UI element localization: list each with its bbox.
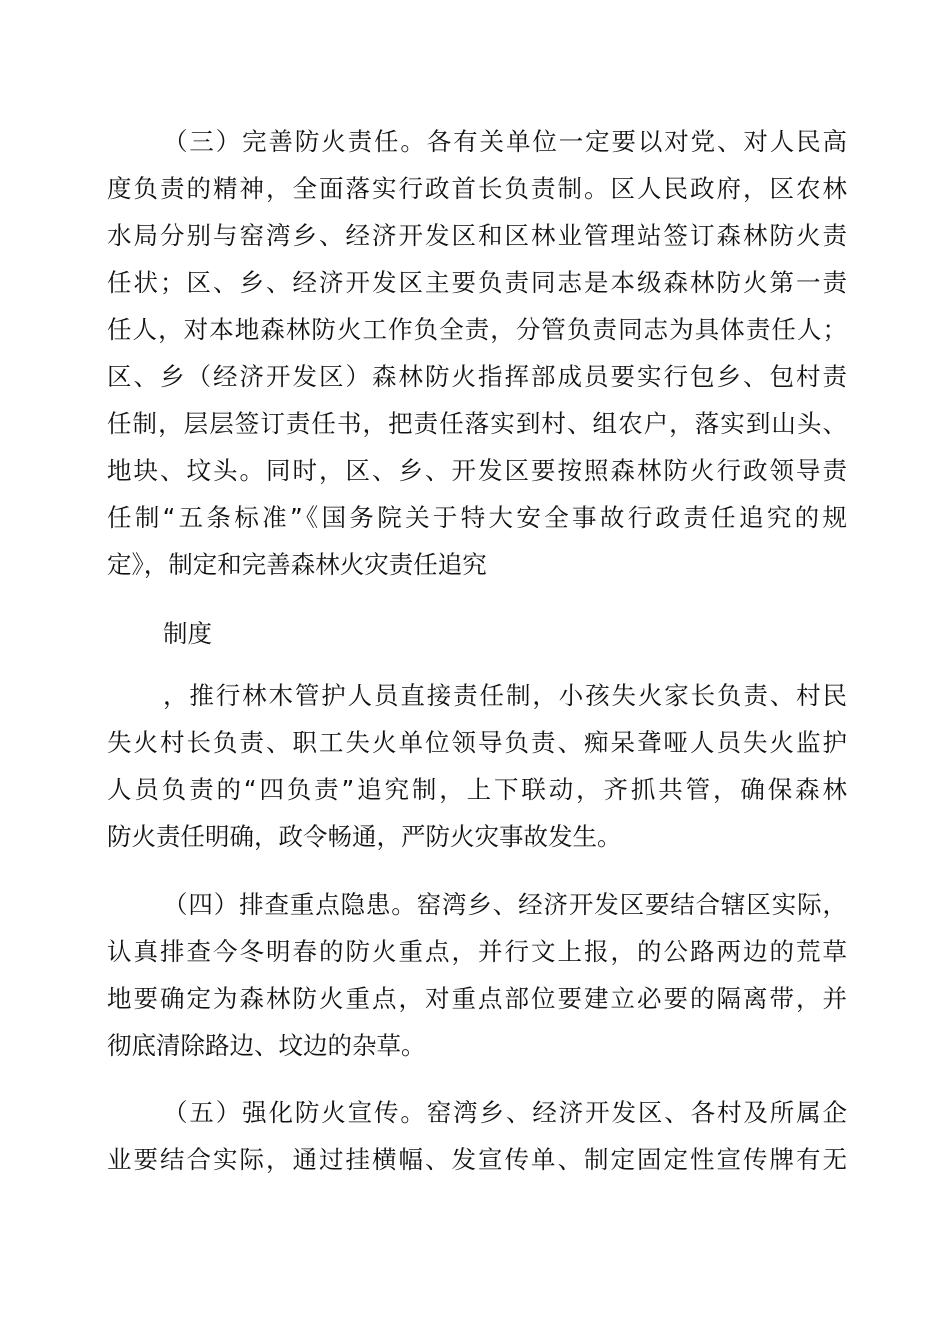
text-line: ，推行林木管护人员直接责任制，小孩失火家长负责、村民 bbox=[163, 681, 847, 710]
text-line: 区、乡（经济开发区）森林防火指挥部成员要实行包乡、包村责 bbox=[107, 362, 847, 391]
text-line: （三）完善防火责任。各有关单位一定要以对党、对人民高 bbox=[163, 127, 847, 156]
text-line: 防火责任明确，政令畅通，严防火灾事故发生。 bbox=[107, 822, 622, 851]
paragraph-fragment bbox=[107, 610, 847, 657]
text-line: 任状；区、乡、经济开发区主要负责同志是本级森林防火第一责 bbox=[107, 268, 847, 297]
text-line: 业要结合实际，通过挂横幅、发宣传单、制定固定性宣传牌有无 bbox=[107, 1145, 847, 1174]
paragraph-continuation bbox=[107, 672, 847, 860]
text-line: 地块、坟头。同时，区、乡、开发区要按照森林防火行政领导责 bbox=[107, 456, 847, 485]
text-line: 地要确定为森林防火重点，对重点部位要建立必要的隔离带，并 bbox=[107, 984, 847, 1013]
text-line: 定》，制定和完善森林火灾责任追究 bbox=[107, 550, 487, 579]
paragraph-section-5 bbox=[107, 1089, 847, 1183]
text-line: 任制“五条标准”《国务院关于特大安全事故行政责任追究的规 bbox=[107, 503, 847, 532]
text-line: （五）强化防火宣传。窑湾乡、经济开发区、各村及所属企 bbox=[163, 1098, 847, 1127]
text-line: 任制，层层签订责任书，把责任落实到村、组农户，落实到山头、 bbox=[107, 409, 847, 438]
text-line: 水局分别与窑湾乡、经济开发区和区林业管理站签订森林防火责 bbox=[107, 221, 847, 250]
paragraph-section-3 bbox=[107, 118, 847, 588]
paragraph-section-4 bbox=[107, 881, 847, 1069]
text-line: 制度 bbox=[163, 619, 212, 648]
text-line: 彻底清除路边、坟边的杂草。 bbox=[107, 1031, 426, 1060]
text-line: 失火村长负责、职工失火单位领导负责、痴呆聋哑人员失火监护 bbox=[107, 728, 847, 757]
text-line: 认真排查今冬明春的防火重点，并行文上报，的公路两边的荒草 bbox=[107, 937, 847, 966]
text-line: 任人，对本地森林防火工作负全责，分管负责同志为具体责任人； bbox=[107, 315, 847, 344]
text-line: （四）排查重点隐患。窑湾乡、经济开发区要结合辖区实际， bbox=[163, 890, 847, 919]
text-line: 人员负责的“四负责”追究制，上下联动，齐抓共管，确保森林 bbox=[107, 775, 847, 804]
text-line: 度负责的精神，全面落实行政首长负责制。区人民政府，区农林 bbox=[107, 174, 847, 203]
